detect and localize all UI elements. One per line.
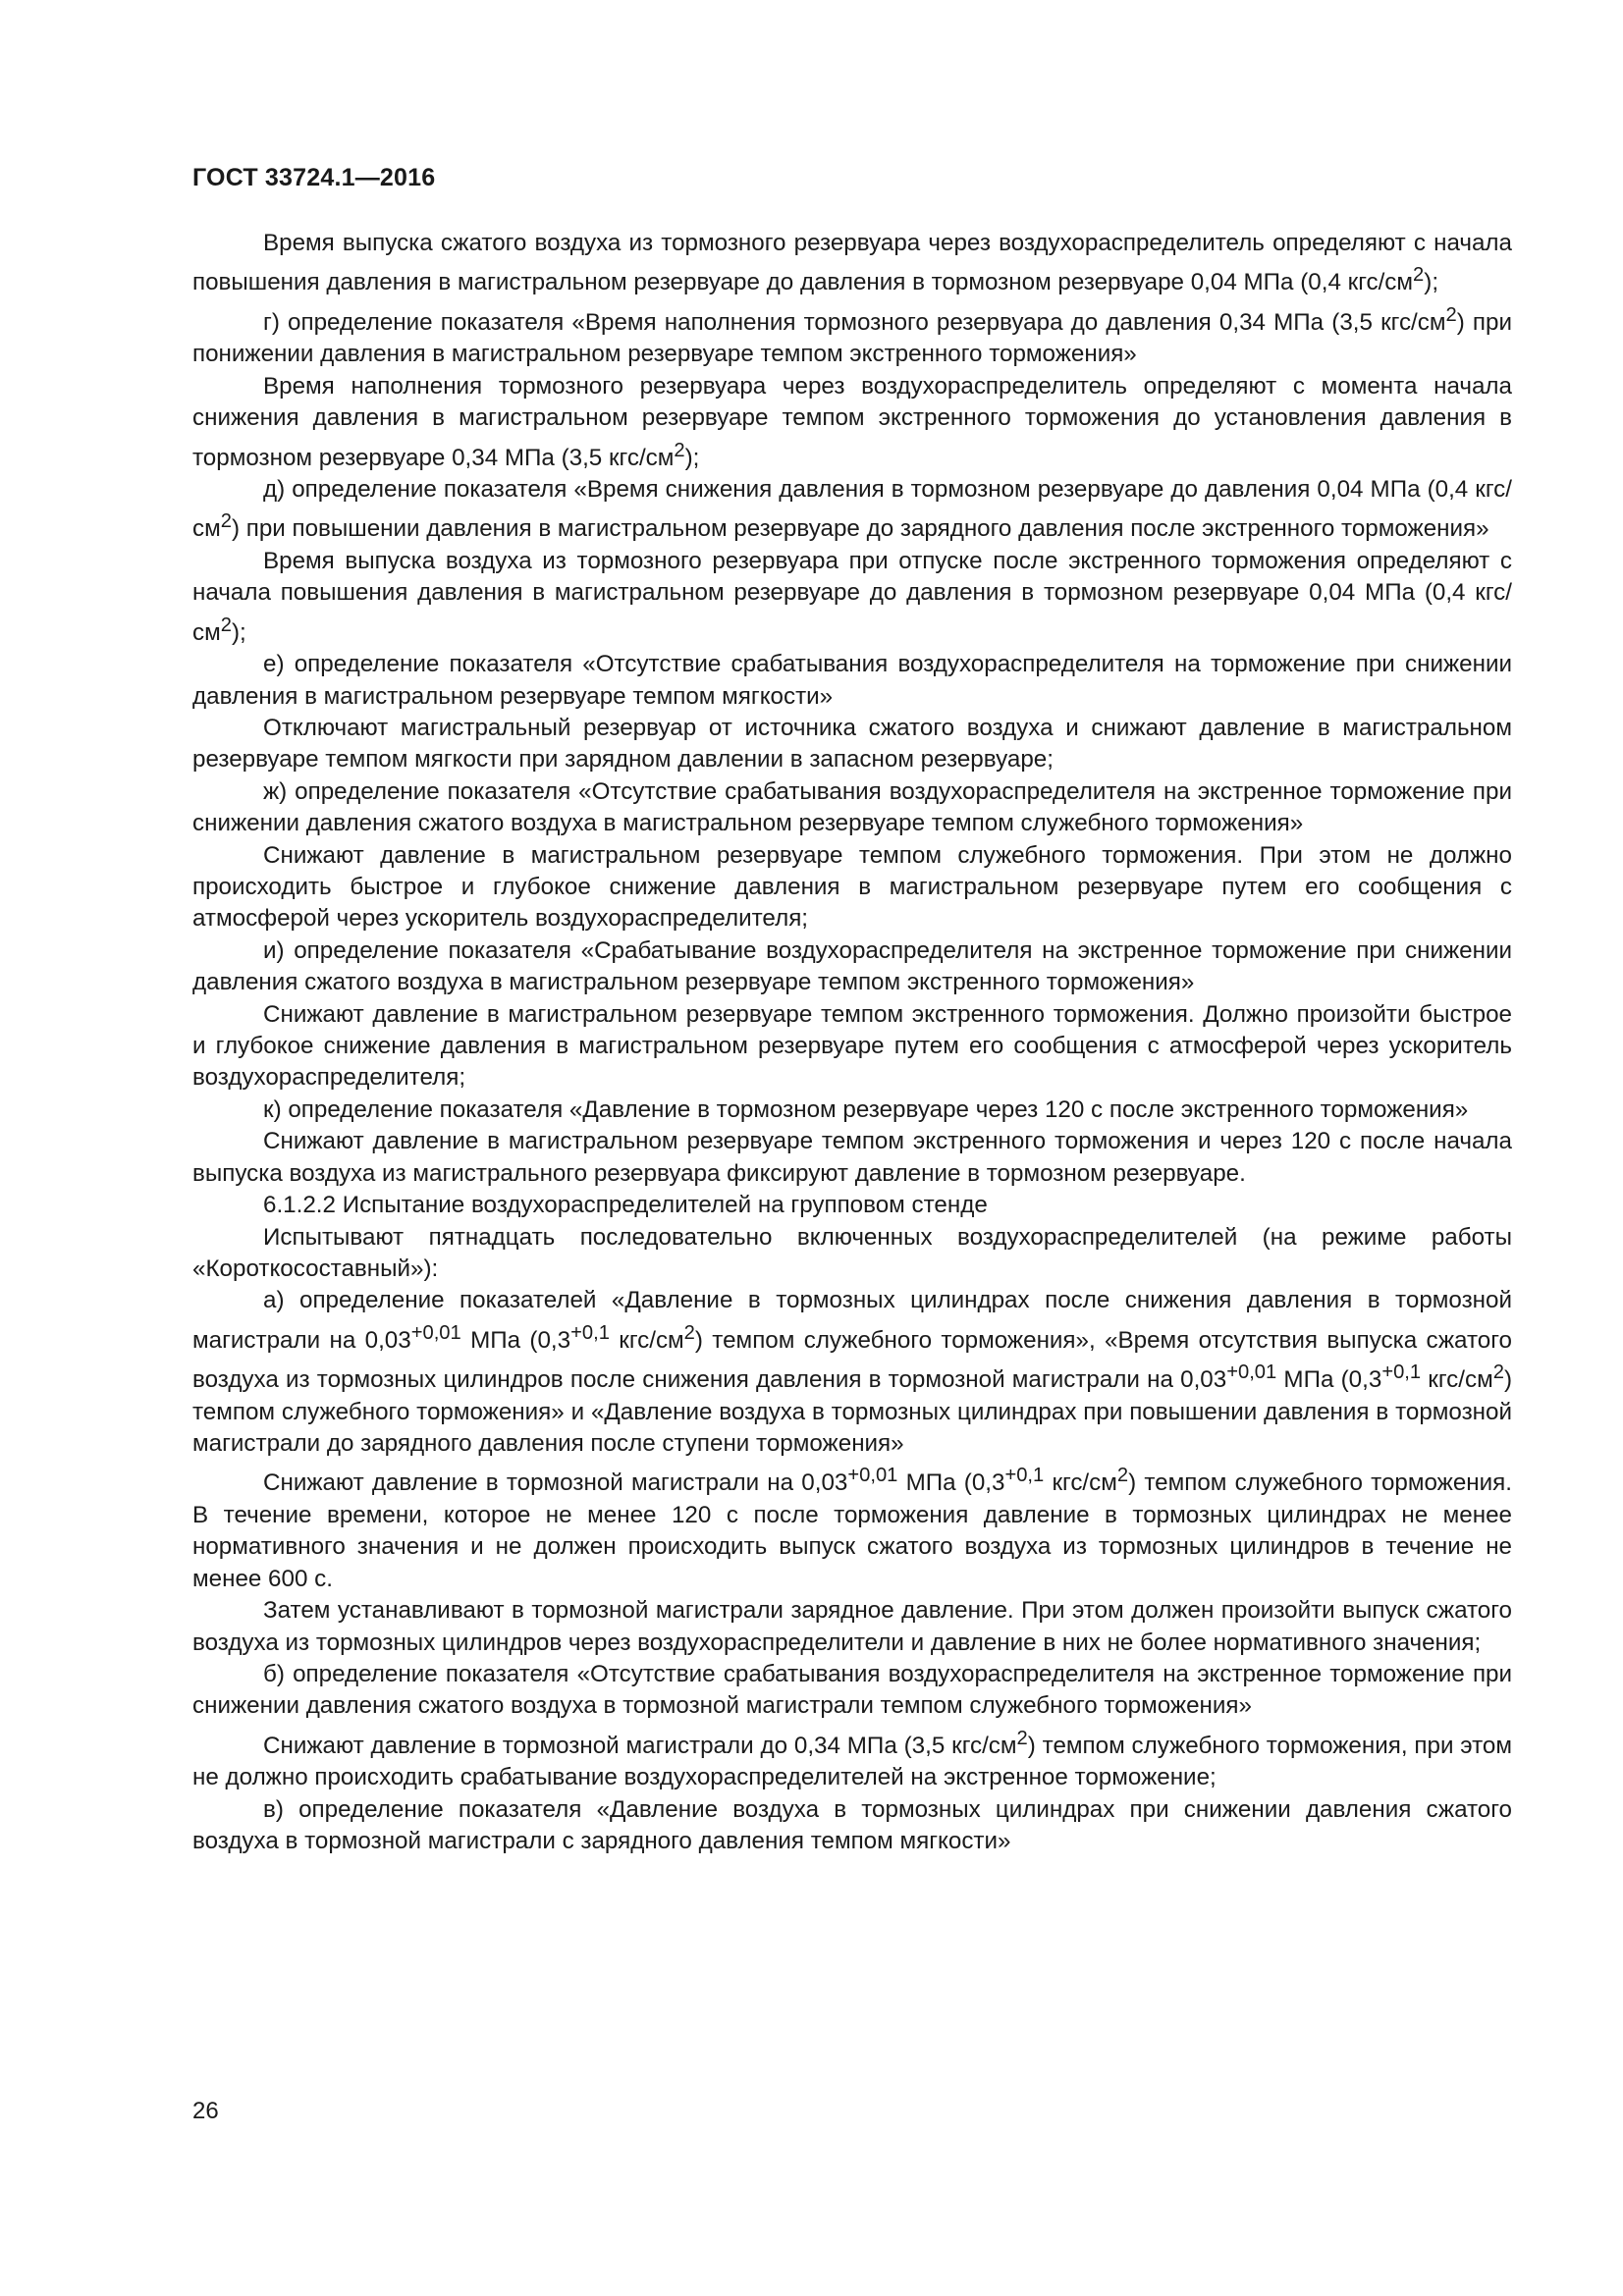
- body-paragraph: Время выпуска воздуха из тормозного резервуара при отпуске после экстренного торможения определяют с начала повышения давления в магистральном резервуаре до давления в тормозном резервуаре 0,04 МПа (0,4 кгс/$см^2$);: [192, 547, 1512, 646]
- body-paragraph: е) определение показателя «Отсутствие срабатывания воздухораспределителя на торможение при снижении давления в магистральном резервуаре темпом мягкости»: [192, 651, 1512, 710]
- body-paragraph: а) определение показателей «Давление в тормозных цилиндрах после снижения давления в тормозной магистрали на $0,03^{+0,01}$ МПа ($0,3^{+0,1}$ кгс/$см^2$) темпом служебного торможения», «Время отсутствия выпуска сжатого воздуха из тормозных цилиндров после снижения давления в тормозной магистрали на $0,03^{+0,01}$ МПа ($0,3^{+0,1}$ кгс/$см^2$) темпом служебного торможения» и «Давление воздуха в тормозных цилиндрах при повышении давления в тормозной магистрали до зарядного давления после ступени торможения»: [192, 1287, 1513, 1458]
- body-paragraph: Снижают давление в тормозной магистрали на $0,03^{+0,01}$ МПа ($0,3^{+0,1}$ кгс/$см^2$) темпом служебного торможения. В течение времени, которое не менее 120 с после торможения давление в тормозных цилиндрах не менее нормативного значения и не должен происходить выпуск сжатого воздуха из тормозных цилиндров в течение не менее 600 с.: [192, 1465, 1512, 1592]
- body-paragraph: г) определение показателя «Время наполнения тормозного резервуара до давления 0,34 МПа (3,5 кгс/$см^2$) при понижении давления в магистральном резервуаре темпом экстренного торможения»: [192, 303, 1512, 368]
- body-paragraph: ж) определение показателя «Отсутствие срабатывания воздухораспределителя на экстренное торможение при снижении давления сжатого воздуха в магистральном резервуаре темпом служебного торможения»: [192, 777, 1512, 837]
- body-paragraph: д) определение показателя «Время снижения давления в тормозном резервуаре до давления 0,04 МПа (0,4 кгс/$см^2$) при повышении давления в магистральном резервуаре до зарядного давления после экстренного торможения»: [192, 476, 1512, 543]
- body-paragraph: Снижают давление в магистральном резервуаре темпом экстренного торможения. Должно произойти быстрое и глубокое снижение давления в магистральном резервуаре путем его сообщения с атмосферой через ускоритель воздухораспределителя;: [192, 1000, 1512, 1092]
- body-paragraph: Снижают давление в тормозной магистрали до 0,34 МПа (3,5 кгс/$см^2$) темпом служебного торможения, при этом не должно происходить срабатывание воздухораспределителей на экстренное торможение;: [192, 1727, 1512, 1791]
- body-paragraph: Время наполнения тормозного резервуара через воздухораспределитель определяют с момента начала снижения давления в магистральном резервуаре темпом экстренного торможения до установления давления в тормозном резервуаре 0,34 МПа (3,5 кгс/$см^2$);: [192, 372, 1512, 471]
- body-paragraph: в) определение показателя «Давление воздуха в тормозных цилиндрах при снижении давления сжатого воздуха в тормозной магистрали с зарядного давления темпом мягкости»: [192, 1795, 1512, 1855]
- body-paragraph: Затем устанавливают в тормозной магистрали зарядное давление. При этом должен произойти выпуск сжатого воздуха из тормозных цилиндров через воздухораспределители и давление в них не более нормативного значения;: [192, 1597, 1512, 1656]
- body-paragraph: Снижают давление в магистральном резервуаре темпом экстренного торможения и через 120 с после начала выпуска воздуха из магистрального резервуара фиксируют давление в тормозном резервуаре.: [192, 1128, 1512, 1187]
- document-header: ГОСТ 33724.1—2016: [192, 164, 436, 191]
- body-paragraph: Испытывают пятнадцать последовательно включенных воздухораспределителей (на режиме работы «Короткосоставный»):: [192, 1223, 1512, 1282]
- body-paragraph: и) определение показателя «Срабатывание воздухораспределителя на экстренное торможение при снижении давления сжатого воздуха в магистральном резервуаре темпом экстренного торможения»: [192, 936, 1512, 996]
- body-paragraph: Отключают магистральный резервуар от источника сжатого воздуха и снижают давление в магистральном резервуаре темпом мягкости при зарядном давлении в запасном резервуаре;: [192, 715, 1512, 774]
- body-paragraph: к) определение показателя «Давление в тормозном резервуаре через 120 с после экстренного торможения»: [263, 1095, 1469, 1123]
- body-paragraph: Снижают давление в магистральном резервуаре темпом служебного торможения. При этом не должно происходить быстрое и глубокое снижение давления в магистральном резервуаре путем его сообщения с атмосферой через ускоритель воздухораспределителя;: [192, 841, 1512, 933]
- page-number: 26: [192, 2098, 219, 2124]
- body-paragraph: Время выпуска сжатого воздуха из тормозного резервуара через воздухораспределитель определяют с начала повышения давления в магистральном резервуаре до давления в тормозном резервуаре 0,04 МПа (0,4 кгс/$см^2$);: [192, 230, 1512, 296]
- body-paragraph: б) определение показателя «Отсутствие срабатывания воздухораспределителя на экстренное торможение при снижении давления сжатого воздуха в тормозной магистрали темпом служебного торможения»: [192, 1660, 1512, 1720]
- document-body: [192, 228, 1512, 1857]
- body-paragraph: 6.1.2.2 Испытание воздухораспределителей на групповом стенде: [263, 1192, 988, 1219]
